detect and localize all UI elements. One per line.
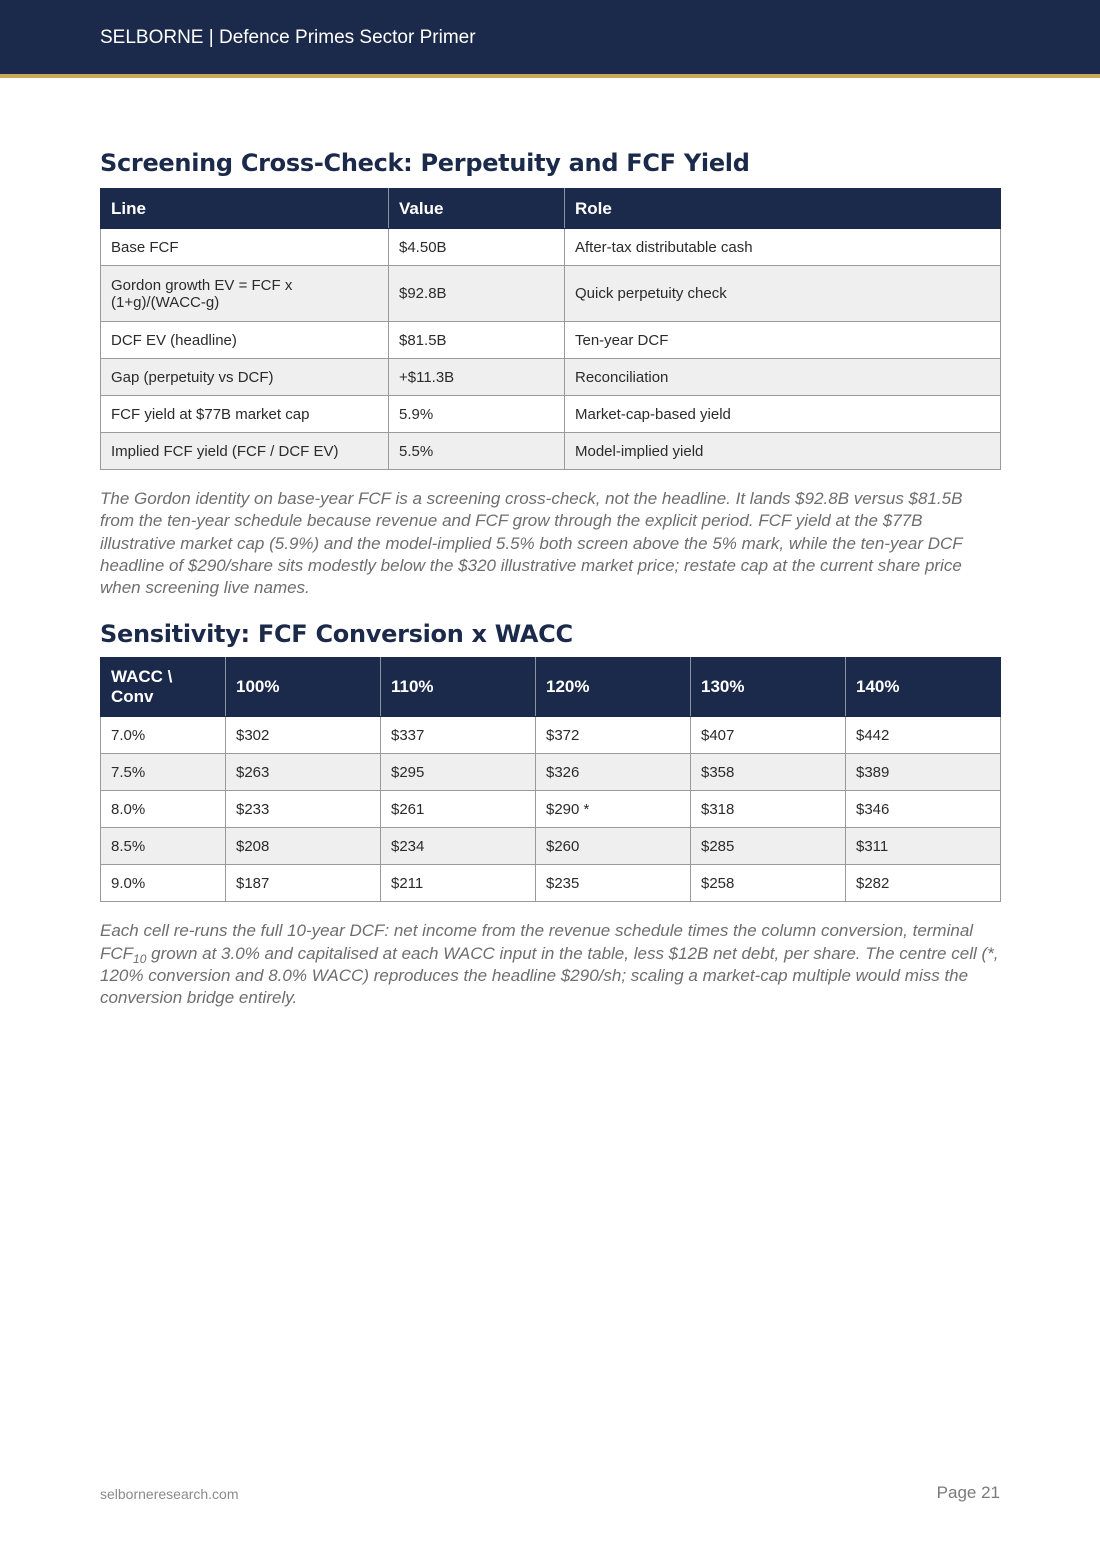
cell-price: $258 [691, 865, 846, 902]
cell-price: $442 [846, 717, 1001, 754]
cell-line: Implied FCF yield (FCF / DCF EV) [101, 433, 389, 470]
cell-wacc: 8.0% [101, 791, 226, 828]
cell-role: After-tax distributable cash [565, 229, 1001, 266]
cell-price: $260 [536, 828, 691, 865]
cell-price: $389 [846, 754, 1001, 791]
cell-role: Quick perpetuity check [565, 266, 1001, 322]
column-header-130: 130% [691, 658, 846, 717]
column-header-role: Role [565, 189, 1001, 229]
sensitivity-note-subscript: 10 [133, 951, 147, 966]
cell-price: $337 [381, 717, 536, 754]
cell-wacc: 7.0% [101, 717, 226, 754]
cell-price: $302 [226, 717, 381, 754]
cell-price: $233 [226, 791, 381, 828]
column-header-wacc-conv: WACC \ Conv [101, 658, 226, 717]
table-header-row [101, 658, 1001, 717]
cell-price: $211 [381, 865, 536, 902]
cell-price: $261 [381, 791, 536, 828]
cell-price: $285 [691, 828, 846, 865]
table-header-row [101, 189, 1001, 229]
cell-value: $4.50B [389, 229, 565, 266]
cell-price: $318 [691, 791, 846, 828]
cell-wacc: 9.0% [101, 865, 226, 902]
table-row [101, 791, 1001, 828]
cell-line: Gap (perpetuity vs DCF) [101, 359, 389, 396]
table-row [101, 322, 1001, 359]
cell-price: $372 [536, 717, 691, 754]
cell-price: $234 [381, 828, 536, 865]
page-header [0, 0, 1100, 78]
cell-role: Market-cap-based yield [565, 396, 1001, 433]
cell-role: Ten-year DCF [565, 322, 1001, 359]
table-row [101, 266, 1001, 322]
cell-price: $407 [691, 717, 846, 754]
cell-value: 5.5% [389, 433, 565, 470]
table-row [101, 396, 1001, 433]
cell-price: $208 [226, 828, 381, 865]
column-header-100: 100% [226, 658, 381, 717]
sensitivity-note-part2: grown at 3.0% and capitalised at each WACC input in the table, less $12B net debt, per share. The centre cell (*, 120% conversion and 8.0% WACC) reproduces the headline $290/sh; scaling a market-cap multiple would miss the conversion bridge entirely. [100, 943, 999, 1008]
cell-role: Reconciliation [565, 359, 1001, 396]
footer-page-number: Page 21 [936, 1483, 1000, 1502]
header-title: SELBORNE | Defence Primes Sector Primer [100, 27, 476, 48]
cell-line: FCF yield at $77B market cap [101, 396, 389, 433]
cell-price: $346 [846, 791, 1001, 828]
table-row [101, 865, 1001, 902]
cell-value: +$11.3B [389, 359, 565, 396]
table-row [101, 717, 1001, 754]
cell-line: Gordon growth EV = FCF x (1+g)/(WACC-g) [101, 266, 389, 322]
column-header-110: 110% [381, 658, 536, 717]
sensitivity-note [100, 920, 1000, 1009]
cell-price: $358 [691, 754, 846, 791]
footer-site: selborneresearch.com [100, 1486, 239, 1502]
sensitivity-table [100, 657, 1001, 902]
cell-price: $187 [226, 865, 381, 902]
cell-price-headline: $290 * [536, 791, 691, 828]
cross-check-note: The Gordon identity on base-year FCF is a screening cross-check, not the headline. It lands $92.8B versus $81.5B from the ten-year schedule because revenue and FCF grow through the explicit period. FCF yield at the $77B illustrative market cap (5.9%) and the model-implied 5.5% both screen above the 5% mark, while the ten-year DCF headline of $290/share sits modestly below the $320 illustrative market price; restate cap at the current share price when screening live names. [100, 489, 963, 598]
cell-value: $81.5B [389, 322, 565, 359]
column-header-value: Value [389, 189, 565, 229]
column-header-line: Line [101, 189, 389, 229]
cross-check-table [100, 188, 1001, 470]
cell-price: $295 [381, 754, 536, 791]
cell-price: $235 [536, 865, 691, 902]
section-heading-sensitivity: Sensitivity: FCF Conversion x WACC [100, 620, 573, 649]
cell-price: $282 [846, 865, 1001, 902]
cell-value: 5.9% [389, 396, 565, 433]
page-content [100, 146, 1000, 1010]
section-heading-cross-check: Screening Cross-Check: Perpetuity and FCF Yield [100, 149, 750, 177]
cell-wacc: 7.5% [101, 754, 226, 791]
cell-role: Model-implied yield [565, 433, 1001, 470]
table-row [101, 359, 1001, 396]
cell-line: DCF EV (headline) [101, 322, 389, 359]
column-header-140: 140% [846, 658, 1001, 717]
column-header-120: 120% [536, 658, 691, 717]
table-row [101, 754, 1001, 791]
sensitivity-note-part1: Each cell re-runs the full 10-year DCF: net income from the revenue schedule times the column conversion, terminal FCF [100, 921, 974, 963]
cell-price: $311 [846, 828, 1001, 865]
cell-line: Base FCF [101, 229, 389, 266]
cell-price: $326 [536, 754, 691, 791]
table-row [101, 229, 1001, 266]
cell-price: $263 [226, 754, 381, 791]
table-row [101, 828, 1001, 865]
cell-value: $92.8B [389, 266, 565, 322]
table-row [101, 433, 1001, 470]
cell-wacc: 8.5% [101, 828, 226, 865]
